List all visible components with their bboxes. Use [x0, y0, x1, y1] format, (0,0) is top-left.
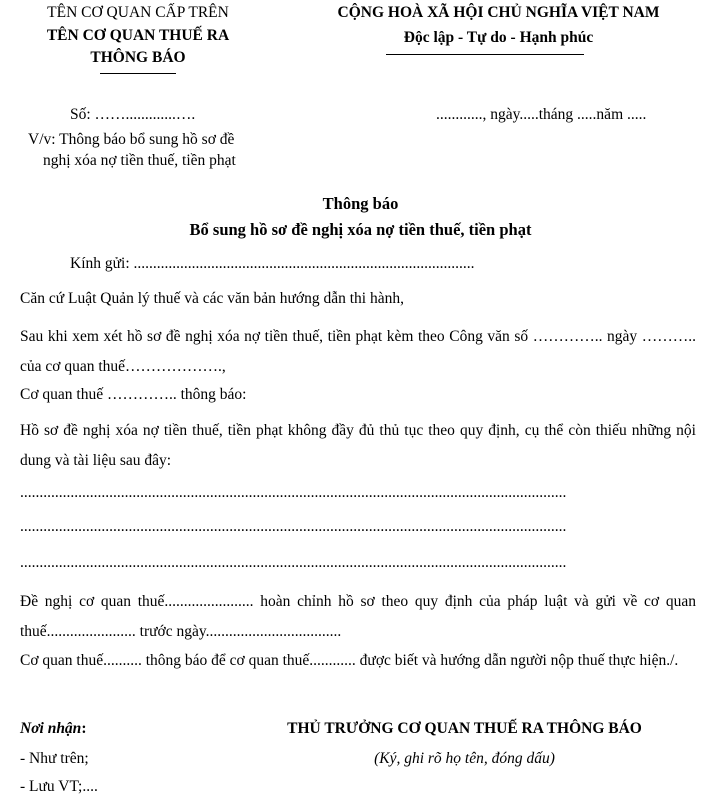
title-line1: Thông báo [322, 194, 399, 213]
paragraph-review: Sau khi xem xét hồ sơ đề nghị xóa nợ tiền thuế, tiền phạt kèm theo Công văn số ………….. ngày ……….. của cơ quan thuế………………., [20, 328, 696, 375]
nation-heading: CỘNG HOÀ XÃ HỘI CHỦ NGHĨA VIỆT NAM [337, 4, 660, 21]
recipient-item: - Như trên; [20, 750, 89, 767]
document-number: Số: …….............…. [70, 106, 196, 123]
paragraph-legal-basis: Căn cứ Luật Quản lý thuế và các văn bản hướng dẫn thi hành, [20, 290, 404, 307]
title-line2: Bổ sung hồ sơ đề nghị xóa nợ tiền thuế, tiền phạt [189, 220, 532, 239]
parent-agency: TÊN CƠ QUAN CẤP TRÊN [47, 4, 229, 21]
agency-name-line1: TÊN CƠ QUAN THUẾ RA [46, 27, 230, 44]
dotted-line-3: ............................................................................................................................................. [20, 554, 567, 571]
dotted-line-2: ............................................................................................................................................. [20, 518, 567, 535]
agency-name-line2: THÔNG BÁO [90, 49, 186, 66]
recipients-colon: : [81, 720, 87, 737]
paragraph-missing-docs: Hồ sơ đề nghị xóa nợ tiền thuế, tiền phạt không đầy đủ thủ tục theo quy định, cụ thể còn thiếu những nội dung và tài liệu sau đây: [20, 422, 696, 469]
paragraph-request: Đề nghị cơ quan thuế....................... hoàn chỉnh hồ sơ theo quy định của pháp luật và gửi về cơ quan thuế....................... trước ngày................................... [20, 593, 696, 640]
paragraph-agency-notice: Cơ quan thuế ………….. thông báo: [20, 386, 247, 403]
paragraph-closing: Cơ quan thuế.......... thông báo để cơ quan thuế............ được biết và hướng dẫn người nộp thuế thực hiện./. [20, 652, 679, 669]
recipients-label: Nơi nhận [20, 720, 82, 737]
recipient-line: Kính gửi: ........................................................................................ [70, 255, 475, 272]
document-date: ............, ngày.....tháng .....năm ..... [436, 106, 647, 123]
recipient-item: - Lưu VT;.... [20, 778, 98, 795]
subject-line2: nghị xóa nợ tiền thuế, tiền phạt [43, 152, 236, 169]
motto: Độc lập - Tự do - Hạnh phúc [403, 29, 594, 46]
subject-line1: V/v: Thông báo bổ sung hồ sơ đề [28, 131, 235, 148]
signer-title: THỦ TRƯỞNG CƠ QUAN THUẾ RA THÔNG BÁO [287, 720, 642, 737]
motto-underline [386, 54, 584, 55]
dotted-line-1: ............................................................................................................................................. [20, 484, 567, 501]
signer-note: (Ký, ghi rõ họ tên, đóng dấu) [374, 750, 555, 767]
agency-underline [100, 73, 176, 74]
recipients-heading [20, 720, 86, 738]
